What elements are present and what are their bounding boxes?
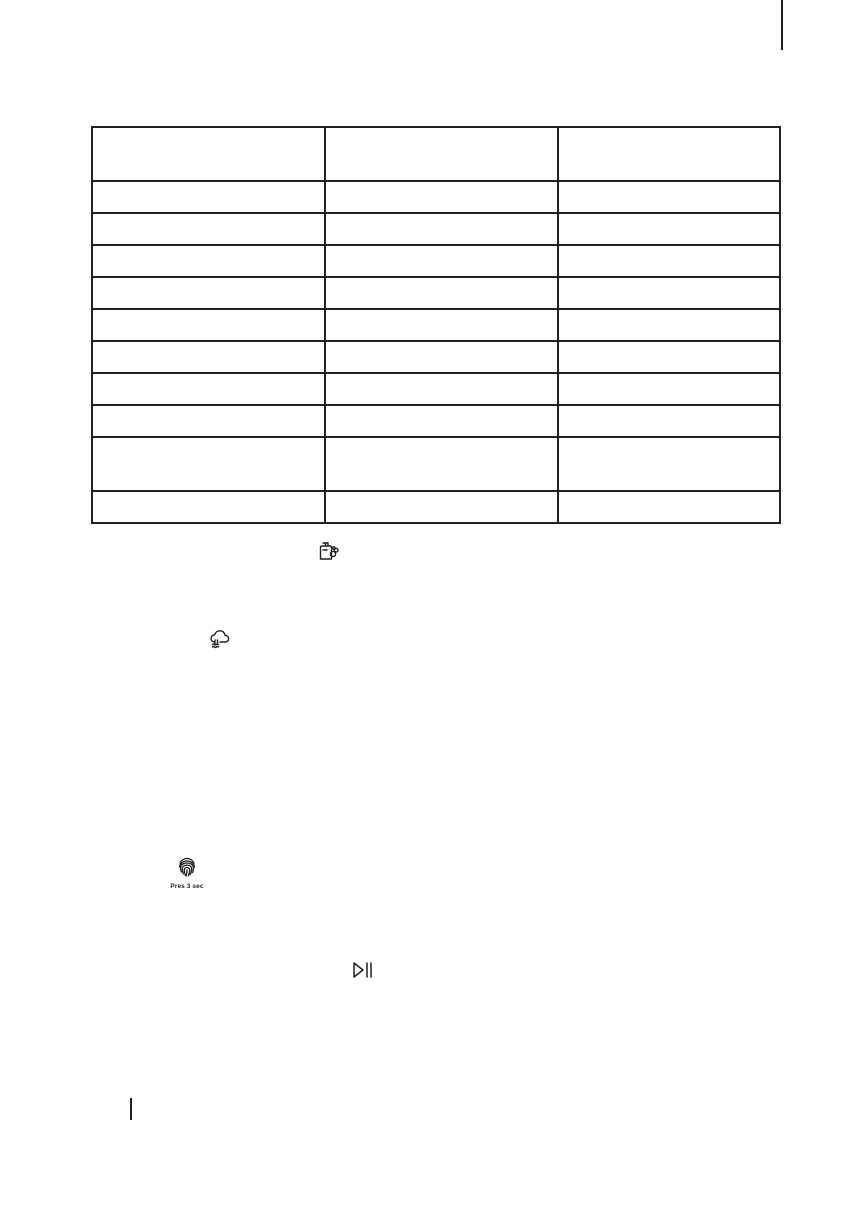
- table-cell: [558, 491, 780, 523]
- margin-mark: [130, 1098, 132, 1120]
- press-duration-label: Pres 3 sec: [170, 883, 204, 890]
- table-cell: [92, 181, 325, 213]
- table-cell: [558, 245, 780, 277]
- table-cell: [92, 245, 325, 277]
- table-row: [92, 341, 780, 373]
- fingerprint-icon: [177, 856, 197, 878]
- table-cell: [325, 309, 558, 341]
- table-row: [92, 405, 780, 437]
- table-cell: [92, 437, 325, 491]
- table-cell: [558, 341, 780, 373]
- steam-cloud-icon: [209, 628, 233, 650]
- play-pause-icon: [352, 961, 374, 979]
- table-cell: [558, 277, 780, 309]
- table-cell: [92, 213, 325, 245]
- table-cell: [325, 341, 558, 373]
- table-row: [92, 491, 780, 523]
- table-row: [92, 213, 780, 245]
- table-cell: [558, 181, 780, 213]
- table-cell: [558, 309, 780, 341]
- table-cell: [92, 309, 325, 341]
- table-cell: [325, 491, 558, 523]
- table-cell: [92, 491, 325, 523]
- table-cell: [92, 405, 325, 437]
- table-cell: [325, 181, 558, 213]
- detergent-spray-icon: [318, 540, 340, 562]
- table-header-row: [92, 127, 780, 181]
- table-cell: [558, 405, 780, 437]
- table-row: [92, 277, 780, 309]
- spec-table: [91, 126, 781, 524]
- table-cell: [325, 373, 558, 405]
- table-cell: [558, 213, 780, 245]
- table-row: [92, 373, 780, 405]
- table-cell: [558, 437, 780, 491]
- table-cell: [558, 127, 780, 181]
- table-cell: [325, 277, 558, 309]
- table-cell: [325, 245, 558, 277]
- table-cell: [325, 405, 558, 437]
- table-row: [92, 245, 780, 277]
- cut-line: [781, 0, 783, 50]
- table-cell: [92, 277, 325, 309]
- table-cell: [558, 373, 780, 405]
- table-row: [92, 181, 780, 213]
- table-row: [92, 437, 780, 491]
- table-cell: [325, 437, 558, 491]
- table-cell: [92, 127, 325, 181]
- table-cell: [92, 341, 325, 373]
- table-cell: [325, 127, 558, 181]
- table-cell: [92, 373, 325, 405]
- table-row: [92, 309, 780, 341]
- table-cell: [325, 213, 558, 245]
